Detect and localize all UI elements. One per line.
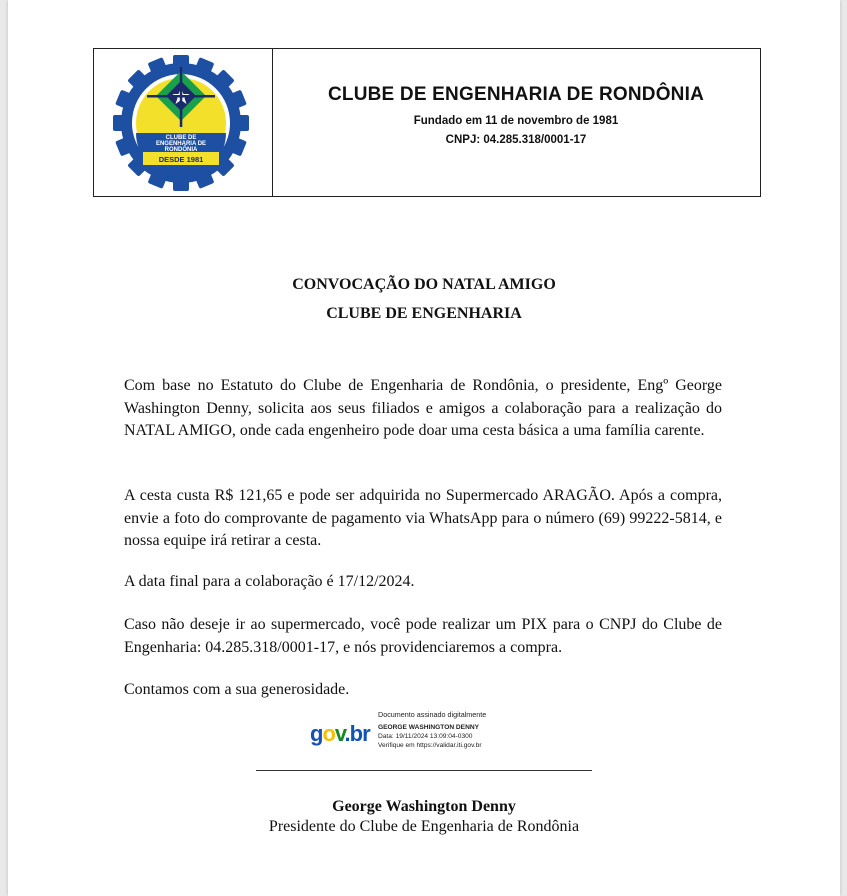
signer-role: Presidente do Clube de Engenharia de Rondônia: [268, 818, 580, 835]
svg-text:CLUBE DE: CLUBE DE: [165, 135, 197, 141]
signature-line: [256, 770, 592, 771]
signer-name: George Washington Denny: [332, 798, 516, 815]
letterhead-text: [272, 49, 760, 196]
paragraph-deadline: A data final para a colaboração é 17/12/2024.: [124, 573, 415, 590]
cnpj: CNPJ: 04.285.318/0001-17: [445, 134, 587, 146]
paragraph-intro: Com base no Estatuto do Clube de Engenharia de Rondônia, o presidente, Engº George Washington Denny, solicita aos seus filiados e amigos a colaboração para a realização do NATAL AMIGO, onde cada engenheiro pode doar uma cesta básica a uma família carente.: [124, 377, 722, 439]
document-subtitle: CLUBE DE ENGENHARIA: [326, 305, 522, 322]
signature-signer: GEORGE WASHINGTON DENNY: [378, 724, 479, 731]
svg-text:DESDE 1981: DESDE 1981: [158, 155, 204, 164]
svg-text:RONDÔNIA: RONDÔNIA: [164, 147, 198, 153]
paragraph-basket: A cesta custa R$ 121,65 e pode ser adquirida no Supermercado ARAGÃO. Após a compra, envie a foto do comprovante de pagamento via WhatsApp para o número (69) 99222-5814, e nossa equipe irá retirar a cesta.: [124, 487, 722, 549]
signature-metadata: [378, 710, 486, 750]
paragraph-closing: Contamos com a sua generosidade.: [124, 681, 350, 698]
logo-cell: [94, 49, 273, 196]
letterhead-table: [93, 48, 761, 197]
svg-text:gov.br: gov.br: [310, 721, 370, 746]
document-title: CONVOCAÇÃO DO NATAL AMIGO: [292, 276, 556, 293]
svg-text:ENGENHARIA DE: ENGENHARIA DE: [155, 141, 207, 147]
signature-verify-link: Verifique em https://validar.iti.gov.br: [378, 742, 482, 749]
signature-date: Data: 19/11/2024 13:09:04-0300: [378, 733, 473, 740]
signature-caption: Documento assinado digitalmente: [378, 710, 487, 719]
club-logo: [111, 53, 251, 193]
club-name: CLUBE DE ENGENHARIA DE RONDÔNIA: [327, 84, 704, 105]
govbr-logo: [310, 720, 374, 748]
digital-signature-stamp: [310, 710, 530, 760]
paragraph-pix: Caso não deseje ir ao supermercado, você pode realizar um PIX para o CNPJ do Clube de Engenharia: 04.285.318/0001-17, e nós providenciaremos a compra.: [124, 616, 722, 656]
document-page: [8, 0, 840, 896]
founded-date: Fundado em 11 de novembro de 1981: [413, 115, 619, 127]
